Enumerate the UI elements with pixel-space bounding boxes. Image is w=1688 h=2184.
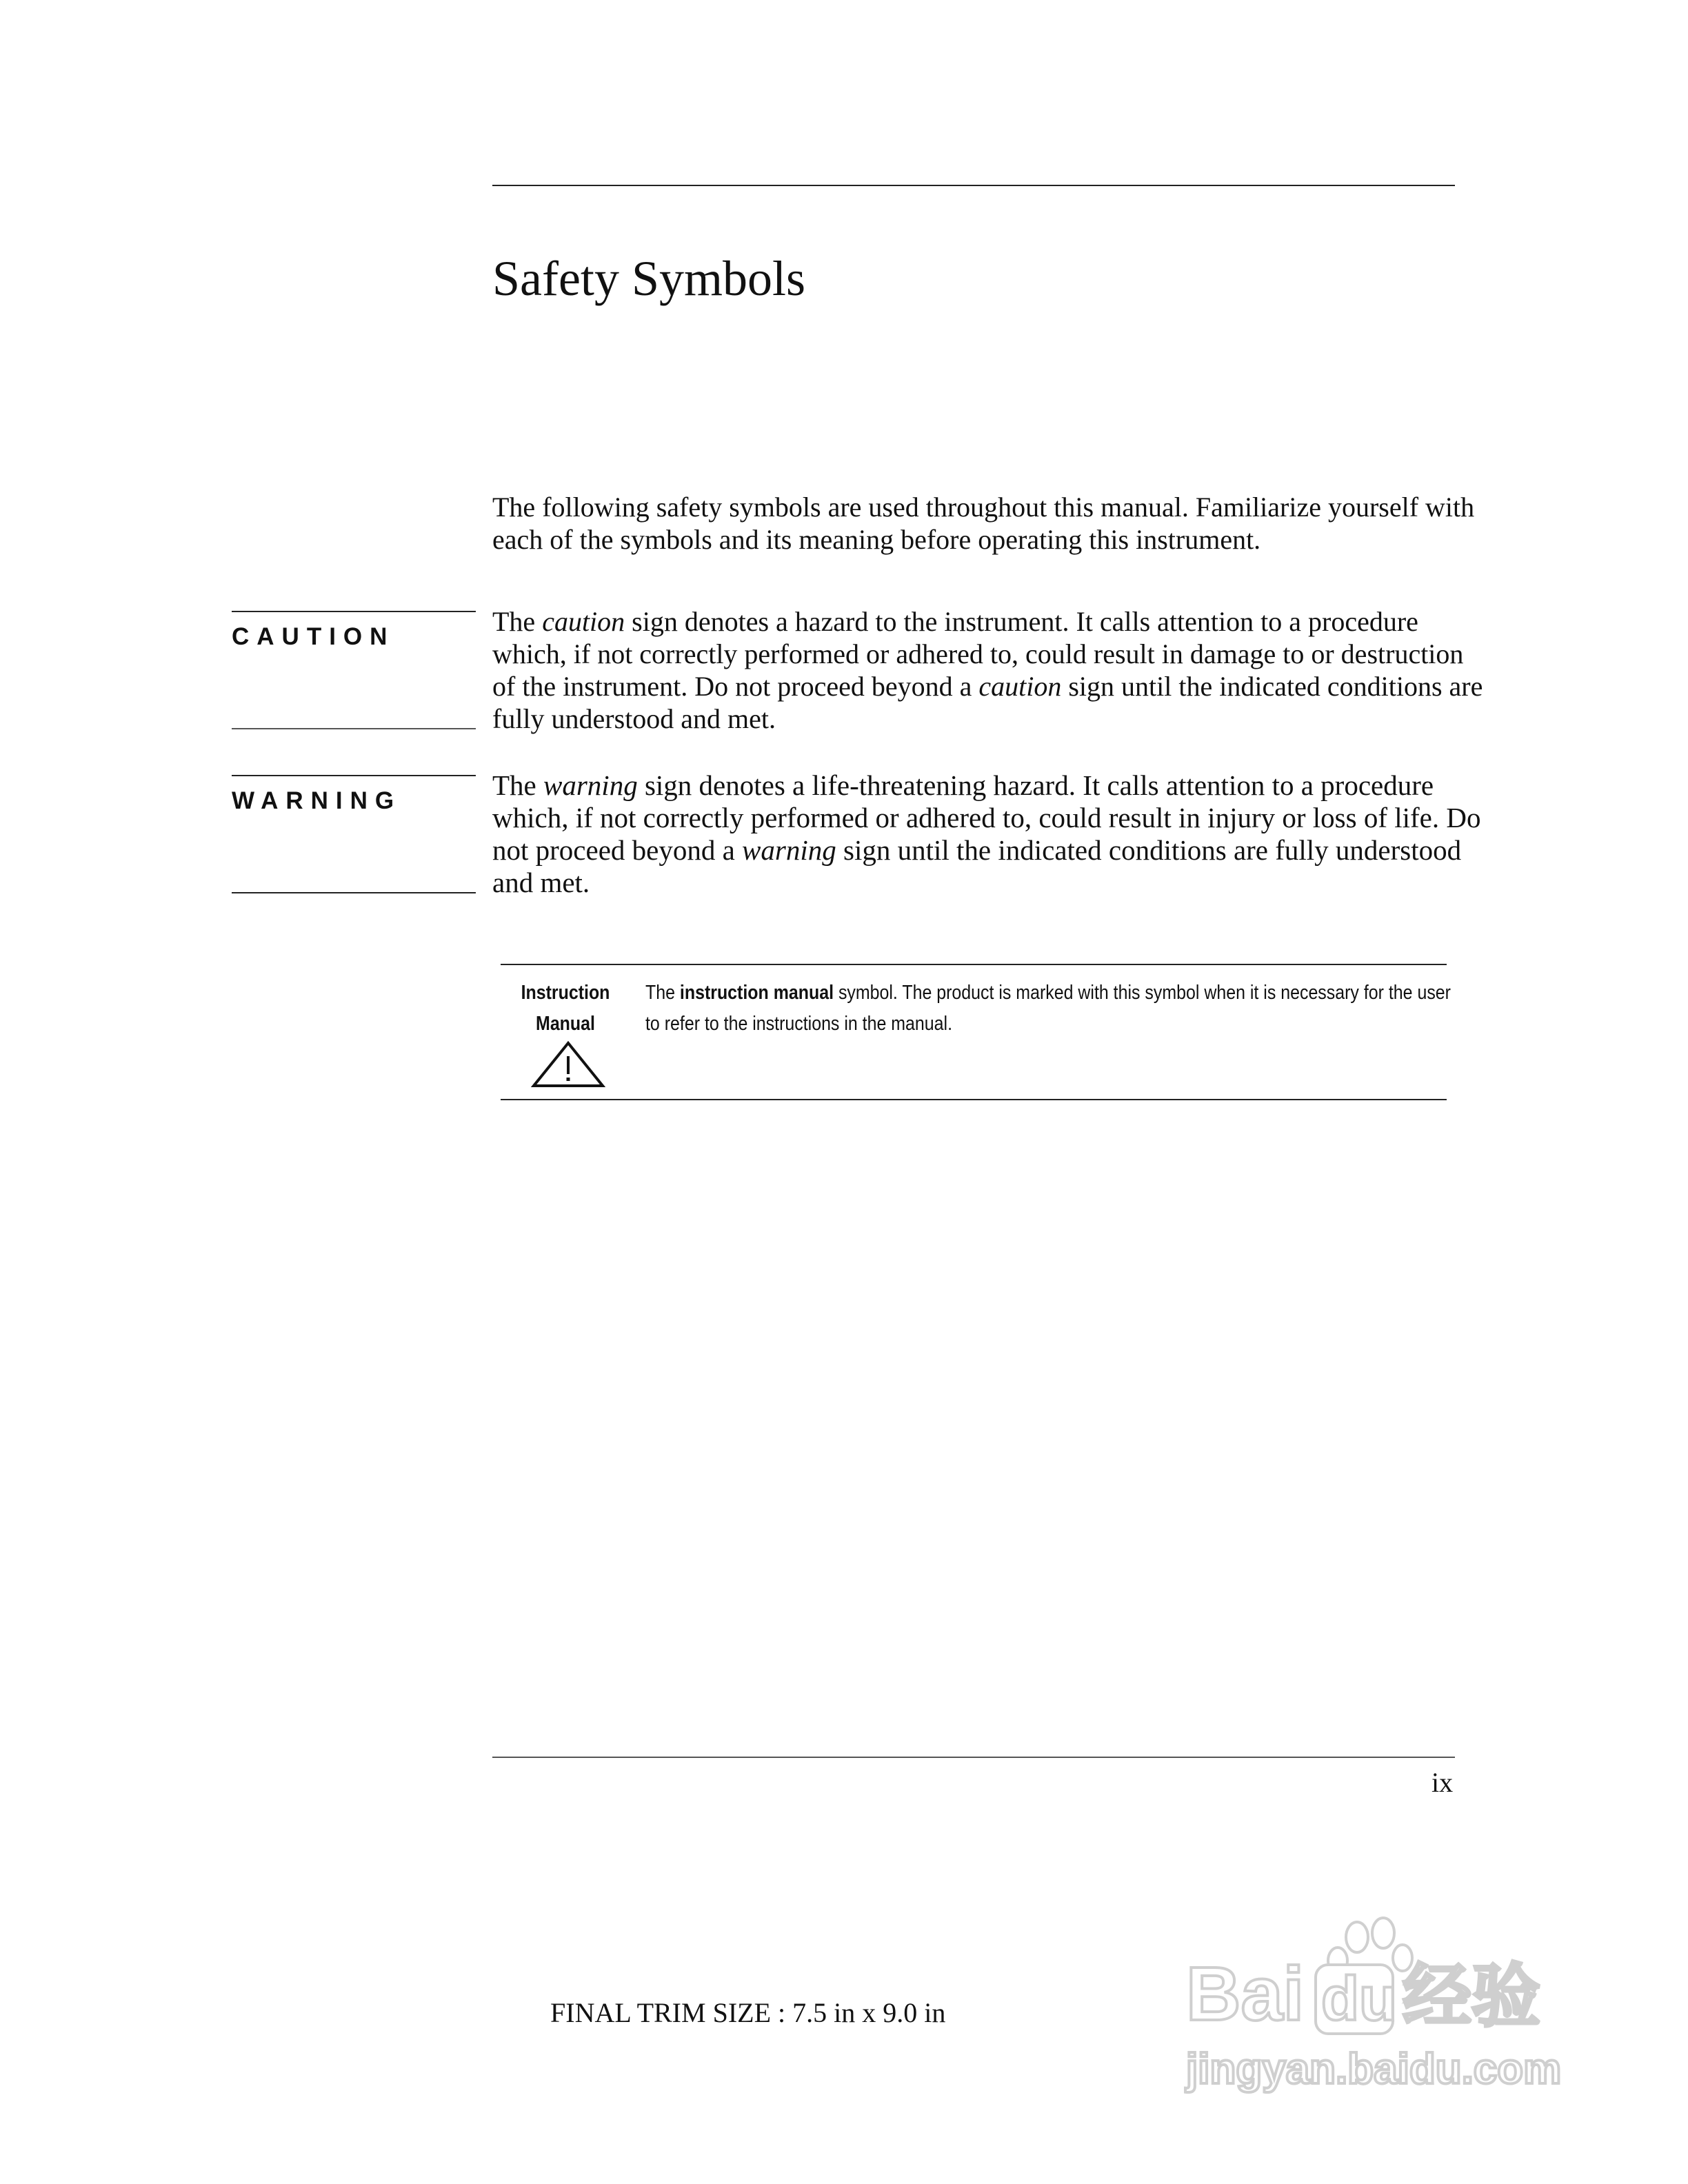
caution-text-1: The — [492, 606, 543, 637]
symbol-table-top-rule — [501, 964, 1447, 965]
page-number: ix — [1431, 1767, 1454, 1798]
caution-bottom-rule — [232, 728, 476, 729]
header-rule — [492, 185, 1455, 186]
caution-label: CAUTION — [232, 623, 395, 650]
symbol-table-bottom-rule — [501, 1099, 1447, 1100]
watermark-url: jingyan.baidu.com — [1186, 2045, 1562, 2093]
symbol-desc-1: The — [645, 982, 680, 1004]
symbol-description — [645, 978, 1458, 1040]
warning-top-rule — [232, 775, 476, 776]
warning-triangle-icon — [531, 1041, 605, 1088]
symbol-name — [512, 978, 619, 1040]
watermark-brand: Bai — [1186, 1952, 1305, 2036]
caution-italic-2: caution — [978, 671, 1062, 702]
caution-text-3: sign until the indicated conditions are fully understood and met. — [492, 671, 1483, 734]
watermark-brand-cn: 经验 — [1403, 1958, 1540, 2035]
symbol-name-line-2: Manual — [536, 1013, 595, 1035]
warning-paragraph — [492, 769, 1485, 899]
footer-rule — [492, 1757, 1455, 1758]
symbol-desc-2: symbol. The product is marked with this symbol when it is necessary for the user to refer to the instructions in the manual. — [645, 982, 1451, 1035]
warning-bottom-rule — [232, 892, 476, 893]
warning-label: WARNING — [232, 787, 402, 814]
trim-size-note: FINAL TRIM SIZE : 7.5 in x 9.0 in — [550, 1997, 946, 2028]
symbol-desc-bold: instruction manual — [679, 982, 834, 1004]
intro-paragraph: The following safety symbols are used throughout this manual. Familiarize yourself with each of the symbols and its meaning before operating this instrument. — [492, 492, 1475, 555]
page-title: Safety Symbols — [492, 251, 806, 306]
warning-text-2: sign denotes a life-threatening hazard. It calls attention to a procedure which, if not correctly performed or adhered to, could result in injury or loss of life. Do not proceed beyond a — [492, 769, 1481, 866]
caution-top-rule — [232, 611, 476, 612]
symbol-name-line-1: Instruction — [521, 982, 610, 1004]
warning-italic-1: warning — [543, 769, 638, 801]
caution-paragraph — [492, 605, 1485, 735]
baidu-watermark — [1172, 1903, 1586, 2110]
caution-text-2: sign denotes a hazard to the instrument. It calls attention to a procedure which, if not correctly performed or adhered to, could result in damage to or destruction of the instrument. Do not proceed beyond a — [492, 606, 1464, 702]
warning-italic-2: warning — [742, 834, 836, 866]
warning-text-1: The — [492, 769, 543, 801]
warning-text-3: sign until the indicated conditions are fully understood and met. — [492, 834, 1462, 898]
watermark-brand-box: du — [1321, 1965, 1397, 2034]
caution-italic-1: caution — [542, 606, 625, 637]
